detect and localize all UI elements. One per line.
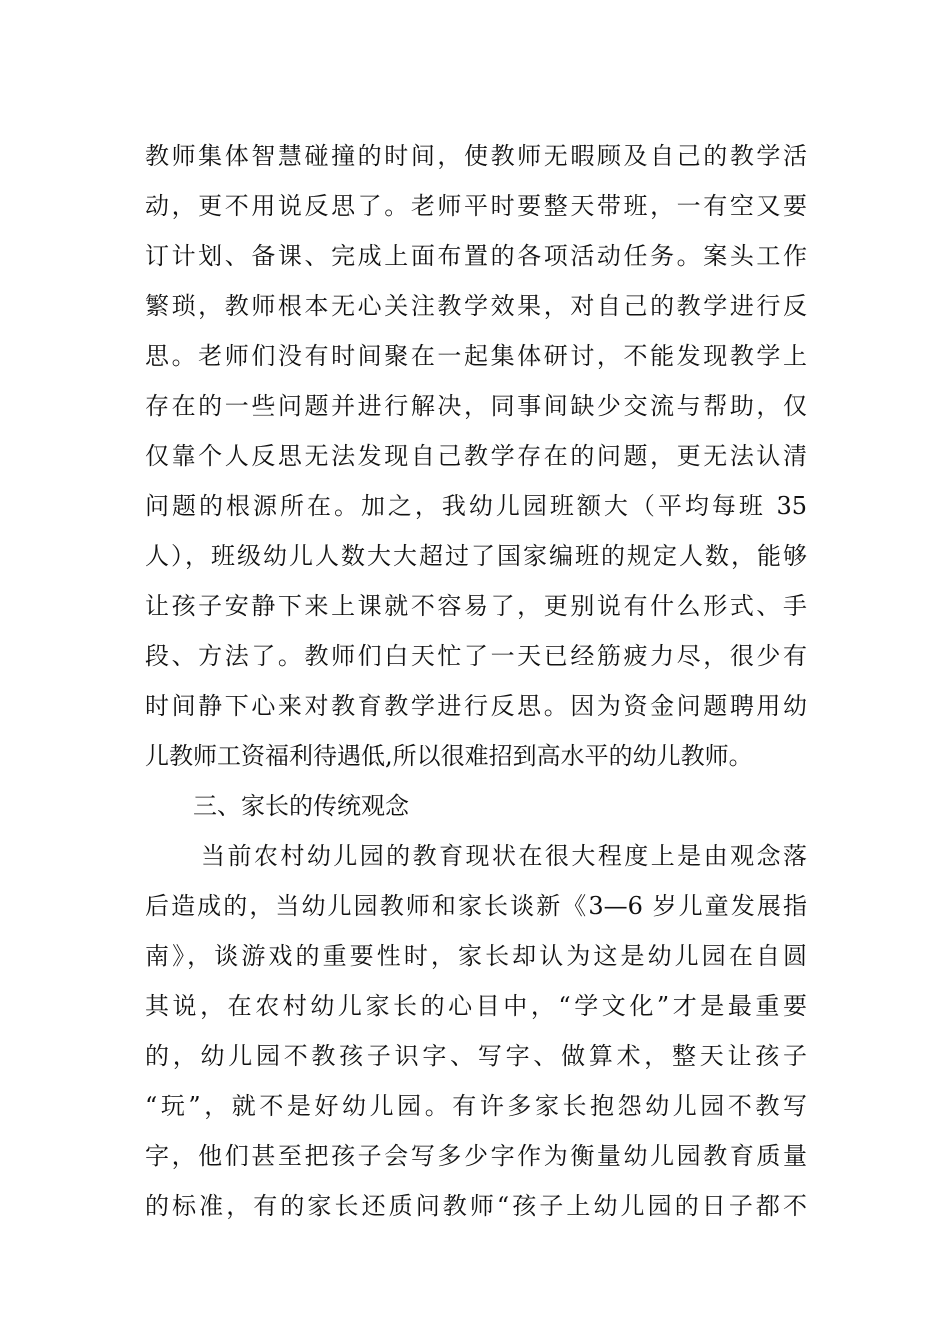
paragraph-line: 问题的根源所在。加之，我幼儿园班额大（平均每班 35 [145,492,807,520]
paragraph-line: 存在的一些问题并进行解决，同事间缺少交流与帮助，仅 [145,392,807,420]
paragraph-line: 段、方法了。教师们白天忙了一天已经筋疲力尽，很少有 [145,642,807,670]
paragraph-line: 人），班级幼儿人数大大超过了国家编班的规定人数，能够 [145,542,807,570]
paragraph-line: 其说，在农村幼儿家长的心目中，“学文化”才是最重要 [145,992,807,1020]
paragraph-line: 让孩子安静下来上课就不容易了，更别说有什么形式、手 [145,592,807,620]
paragraph-line: 订计划、备课、完成上面布置的各项活动任务。案头工作 [145,242,807,270]
paragraph-line: 字，他们甚至把孩子会写多少字作为衡量幼儿园教育质量 [145,1142,807,1170]
paragraph-line: 的标准，有的家长还质问教师“孩子上幼儿园的日子都不 [145,1192,807,1220]
paragraph-line: “玩”，就不是好幼儿园。有许多家长抱怨幼儿园不教写 [145,1092,807,1120]
paragraph-line: 仅靠个人反思无法发现自己教学存在的问题，更无法认清 [145,442,807,470]
paragraph-line: 时间静下心来对教育教学进行反思。因为资金问题聘用幼 [145,692,807,720]
paragraph-line: 教师集体智慧碰撞的时间，使教师无暇顾及自己的教学活 [145,142,807,170]
paragraph-line: 当前农村幼儿园的教育现状在很大程度上是由观念落 [201,842,807,870]
paragraph-line: 的，幼儿园不教孩子识字、写字、做算术，整天让孩子 [145,1042,807,1070]
document-body [145,131,807,1231]
paragraph-line: 思。老师们没有时间聚在一起集体研讨，不能发现教学上 [145,342,807,370]
paragraph-line: 繁琐，教师根本无心关注教学效果，对自己的教学进行反 [145,292,807,320]
paragraph-line: 动，更不用说反思了。老师平时要整天带班，一有空又要 [145,192,807,220]
paragraph-line: 儿教师工资福利待遇低,所以很难招到高水平的幼儿教师。 [145,742,753,770]
section-heading: 三、家长的传统观念 [193,792,409,820]
paragraph-line: 南》，谈游戏的重要性时，家长却认为这是幼儿园在自圆 [145,942,807,970]
paragraph-line: 后造成的，当幼儿园教师和家长谈新《3—6 岁儿童发展指 [145,892,807,920]
